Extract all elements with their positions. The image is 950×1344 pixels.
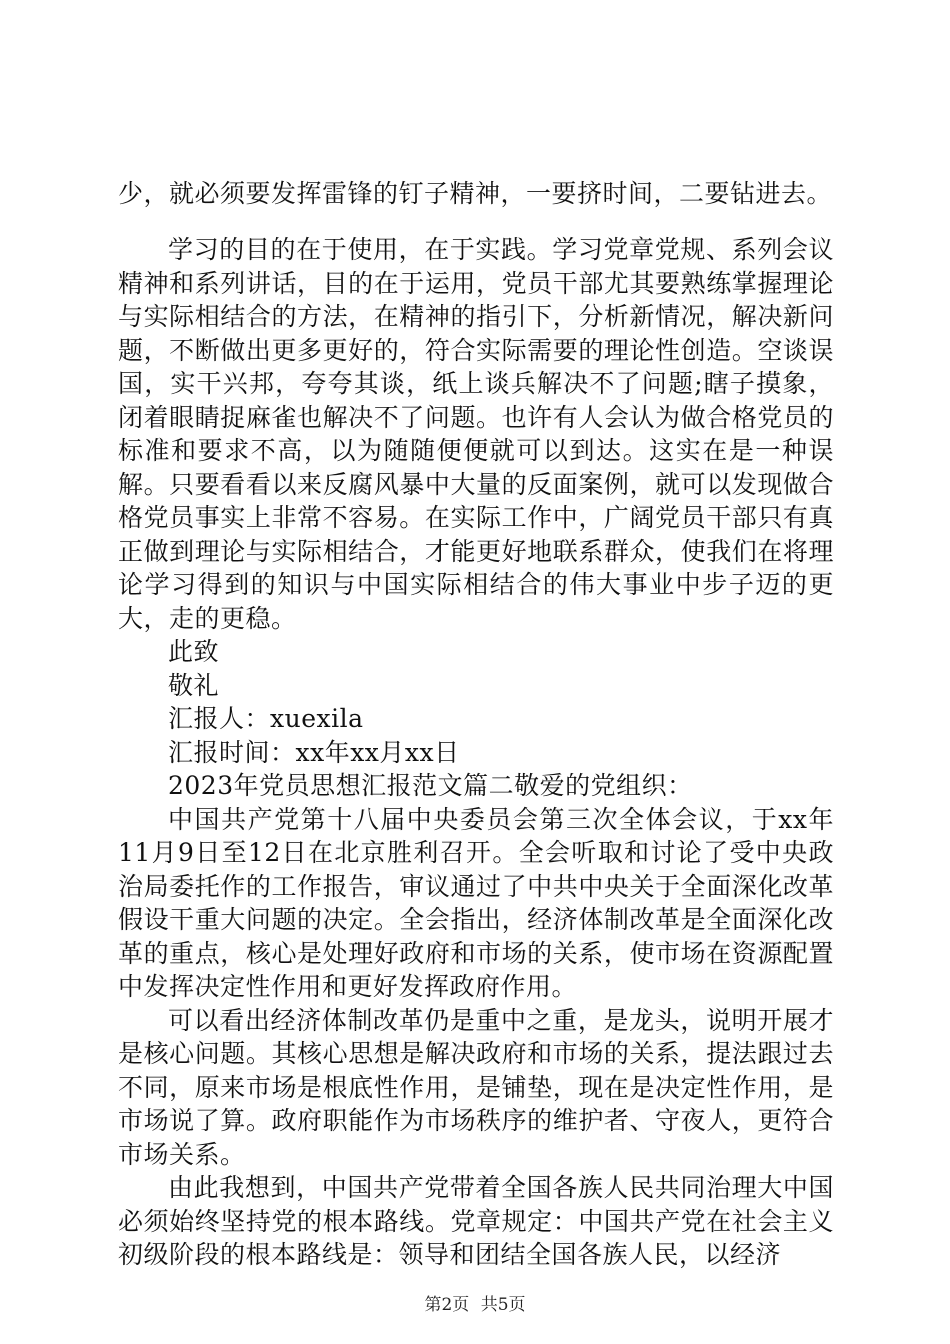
body-block-top	[118, 177, 834, 211]
body-block-main	[118, 233, 834, 1272]
paragraph-plenum: 中国共产党第十八届中央委员会第三次全体会议，于xx年11月9日至12日在北京胜利召开。全会听取和讨论了受中央政治局委托作的工作报告，审议通过了中共中央关于全面深化改革假设干重大问题的决定。全会指出，经济体制改革是全面深化改革的重点，核心是处理好政府和市场的关系，使市场在资源配置中发挥决定性作用和更好发挥政府作用。	[118, 804, 834, 1001]
section-title: 2023年党员思想汇报范文篇二敬爱的党组织：	[168, 771, 693, 800]
paragraph-party-line: 由此我想到，中国共产党带着全国各族人民共同治理大中国必须始终坚持党的根本路线。党章规定：中国共产党在社会主义初级阶段的根本路线是：领导和团结全国各族人民，以经济	[118, 1173, 834, 1269]
reporter-line: 汇报人：xuexila	[168, 704, 364, 733]
closing-salutation: 此致	[168, 637, 220, 666]
paragraph-continuation: 少，就必须要发挥雷锋的钉子精神，一要挤时间，二要钻进去。	[118, 179, 833, 208]
page-total: 共5页	[480, 1295, 526, 1315]
closing-regards: 敬礼	[168, 670, 220, 700]
paragraph-practice: 学习的目的在于使用，在于实践。学习党章党规、系列会议精神和系列讲话，目的在于运用，党员干部尤其要熟练掌握理论与实际相结合的方法，在精神的指引下，分析新情况，解决新问题，不断做出更多更好的，符合实际需要的理论性创造。空谈误国，实干兴邦，夸夸其谈，纸上谈兵解决不了问题;瞎子摸象，闭着眼睛捉麻雀也解决不了问题。也许有人会认为做合格党员的标准和要求不高，以为随随便便就可以到达。这实在是一种误解。只要看看以来反腐风暴中大量的反面案例，就可以发现做合格党员事实上非常不容易。在实际工作中，广阔党员干部只有真正做到理论与实际相结合，才能更好地联系群众，使我们在将理论学习得到的知识与中国实际相结合的伟大事业中步子迈的更大，走的更稳。	[118, 235, 834, 633]
page-number: 第2页	[424, 1295, 470, 1315]
report-time-line: 汇报时间：xx年xx月xx日	[168, 737, 460, 767]
paragraph-market: 可以看出经济体制改革仍是重中之重，是龙头，说明开展才是核心问题。其核心思想是解决政府和市场的关系，提法跟过去不同，原来市场是根底性作用，是铺垫，现在是决定性作用，是市场说了算。政府职能作为市场秩序的维护者、守夜人，更符合市场关系。	[118, 1005, 834, 1169]
page-footer	[0, 1290, 950, 1315]
